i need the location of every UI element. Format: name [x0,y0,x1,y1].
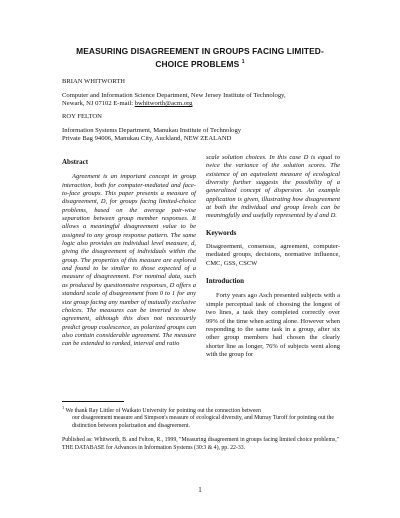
author-address: Private Bag 94006, Manukau City, Auckland, NEW ZEALAND [62,135,232,143]
abstract-text: Agreement is an important concept in group interaction, both for computer-mediated and face-to-face groups. This paper presents a measure of disagreement, D, for groups facing limited-choice problems, based on the average pair-wise separation between group member responses. It allows a meaningful disagreement value to be assigned to any group response pattern. The same logic also provides an individual level measure, d, giving the disagreement of individuals within the group. The properties of this measure are explored and found to be similar to those expected of a measure of disagreement. For nominal data, such as produced by questionnaire responses, D offers a standard scale of disagreement from 0 to 1 for any size group facing any number of mutually exclusive choices. The measures can be inverted to show agreement, although this does not necessarily predict group coalescence, as polarized groups can also contain considerable agreement. The measure can be extended to ranked, interval and ratio [62,173,196,348]
footnote-line-1: We thank Ray Littler of Waikato University for pointing out the connection between [64,407,261,414]
abstract-heading: Abstract [62,158,89,166]
right-column [206,154,340,359]
author-affiliation: Computer and Information Science Department, New Jersey Institute of Technology, [62,91,286,99]
left-column [62,154,196,349]
paper-title [60,46,340,70]
keywords-heading: Keywords [206,228,237,237]
author-name: BRIAN WHITWORTH [62,78,126,85]
abstract-text-continued: scale solution choices. In this case D is equal to twice the variance of the solution scores. The existence of an equivalent measure of ecological diversity further suggests the possibility of a generalized concept of dispersion. An example application is given, illustrating how disagreement at both the individual and group levels can be meaningfully and usefully represented by d and D. [206,154,340,220]
page-number: 1 [198,486,202,494]
publication-note: Published as: Whitworth, B. and Felton, R., 1999, "Measuring disagreement in groups facing limited choice problems," THE DATABASE for Advances in Information Systems (30:3 & 4), pp. 22-33. [62,437,340,451]
footnote [62,404,342,430]
author-address [62,100,352,109]
footnote-mark: 1 [62,405,65,410]
author-email-link[interactable]: bwhitworth@acm.org [134,100,193,108]
footnote-rule [62,401,124,402]
introduction-text: Forty years ago Asch presented subjects with a simple perceptual task of choosing the longest of two lines, a task they completed correctly over 99% of the time when acting alone. However when responding to the same task in a group, after six other group members had chosen the clearly shorter line as longer, 76% of subjects went along with the group for [206,292,340,358]
author-block-1 [62,78,352,109]
title-line-1: MEASURING DISAGREEMENT IN GROUPS FACING LIMITED- [76,46,324,56]
author-affiliation: Information Systems Department, Manukau Institute of Technology [62,126,242,134]
title-footnote-mark: 1 [241,59,245,65]
introduction-heading: Introduction [206,277,244,286]
footnote-continued: our disagreement measure and Simpson's measure of ecological diversity, and Murray Turoff for pointing out the distinction between polarization and disagreement. [72,415,335,429]
author-block-2 [62,113,352,144]
keywords-text: Disagreement, consensus, agreement, computer-mediated groups, decisions, normative influence, CMC, GSS, CSCW [206,243,340,267]
title-line-2: CHOICE PROBLEMS [155,58,240,69]
author-name: ROY FELTON [62,113,102,120]
author-address-text: Newark, NJ 07102 E-mail: [62,100,135,108]
